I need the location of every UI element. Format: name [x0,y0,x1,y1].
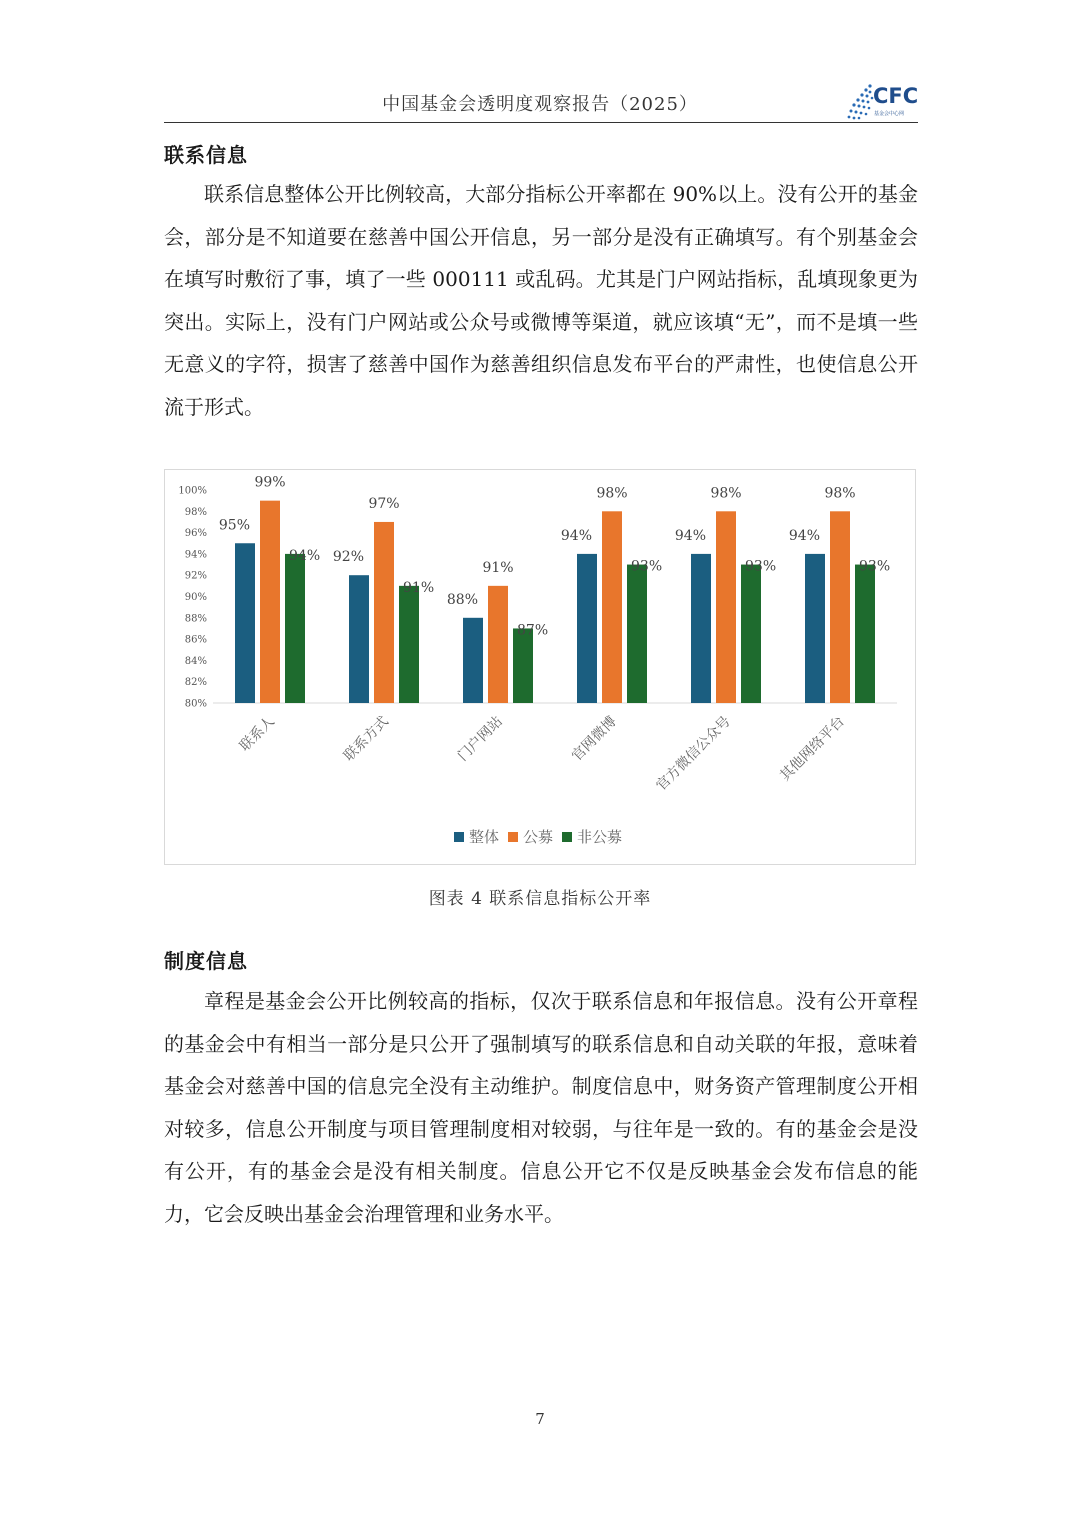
logo-wordmark: CFC [873,84,919,108]
data-label: 93% [859,558,891,575]
data-label: 93% [745,558,777,575]
legend-swatch [508,832,518,842]
section-paragraph-institution: 章程是基金会公开比例较高的指标，仅次于联系信息和年报信息。没有公开章程的基金会中有相当一部分是只公开了强制填写的联系信息和自动关联的年报，意味着基金会对慈善中国的信息完全没有主动维护。制度信息中，财务资产管理制度公开相对较多，信息公开制度与项目管理制度相对较弱，与往年是一致的。有的基金会是没有公开，有的基金会是没有相关制度。信息公开它不仅是反映基金会发布信息的能力，它会反映出基金会治理管理和业务水平。 [164,989,918,1226]
bar [627,565,647,703]
data-label: 98% [824,485,856,502]
bar-chart [165,470,915,864]
y-tick-label: 92% [184,570,207,582]
category-label: 其他网络平台 [777,713,848,785]
category-label: 联系人 [236,713,278,755]
bar [716,511,736,703]
data-label: 88% [446,591,478,608]
data-label: 94% [560,527,592,544]
bar [349,575,369,703]
data-label: 93% [631,558,663,575]
bar [855,565,875,703]
category-label: 官网微博 [568,713,620,765]
bar [513,628,533,703]
category-label: 官方微信公众号 [653,713,734,795]
y-tick-label: 82% [184,677,207,689]
data-label: 94% [674,527,706,544]
data-label: 92% [332,549,364,566]
data-label: 94% [788,527,820,544]
page-number: 7 [535,1410,545,1428]
data-label: 98% [710,485,742,502]
bar [577,554,597,703]
data-label: 98% [596,485,628,502]
legend-label: 整体 [469,828,500,846]
y-tick-label: 90% [184,592,207,603]
y-tick-label: 88% [184,613,207,625]
data-label: 91% [403,579,435,596]
category-label: 联系方式 [340,713,392,765]
figure-caption: 图表 4 联系信息指标公开率 [428,889,652,909]
bar [830,511,850,703]
legend-swatch [454,832,464,842]
legend-swatch [562,832,572,842]
bar [602,511,622,703]
y-tick-label: 80% [184,698,207,710]
bar [235,543,255,703]
y-tick-label: 84% [184,655,207,667]
data-label: 91% [482,559,514,576]
bar [691,554,711,703]
header-rule [164,122,918,123]
y-tick-label: 86% [184,634,207,646]
logo-subtitle: 基金会中心网 [874,111,905,117]
y-tick-label: 94% [184,549,207,561]
bar [285,554,305,703]
logo-dot-grid-icon [846,80,876,122]
running-header-title: 中国基金会透明度观察报告（2025） [382,94,698,115]
data-label: 97% [368,495,400,512]
y-tick-label: 96% [184,528,207,540]
bar [805,554,825,703]
data-label: 99% [254,474,286,491]
bar [399,586,419,703]
legend-label: 非公募 [577,828,623,846]
section-heading-institution: 制度信息 [164,949,248,973]
category-label: 门户网站 [454,713,506,765]
y-tick-label: 100% [178,485,207,497]
bar [260,501,280,703]
legend-label: 公募 [523,828,554,846]
data-label: 87% [517,622,549,639]
bar [488,586,508,703]
cfc-logo [846,80,920,122]
chart-frame [164,469,916,865]
bar [374,522,394,703]
section-heading-contact: 联系信息 [164,143,248,167]
section-paragraph-contact: 联系信息整体公开比例较高，大部分指标公开率都在 90%以上。没有公开的基金会，部分是不知道要在慈善中国公开信息，另一部分是没有正确填写。有个别基金会在填写时敷衍了事，填了一些 000111 或乱码。尤其是门户网站指标，乱填现象更为突出。实际上，没有门户网站或公众号或微博等渠道，就应该填“无”，而不是填一些无意义的字符，损害了慈善中国作为慈善组织信息发布平台的严肃性，也使信息公开流于形式。 [164,182,918,419]
bar [463,618,483,703]
y-tick-label: 98% [184,506,207,518]
bar [741,565,761,703]
data-label: 94% [289,547,321,564]
data-label: 95% [218,517,250,534]
